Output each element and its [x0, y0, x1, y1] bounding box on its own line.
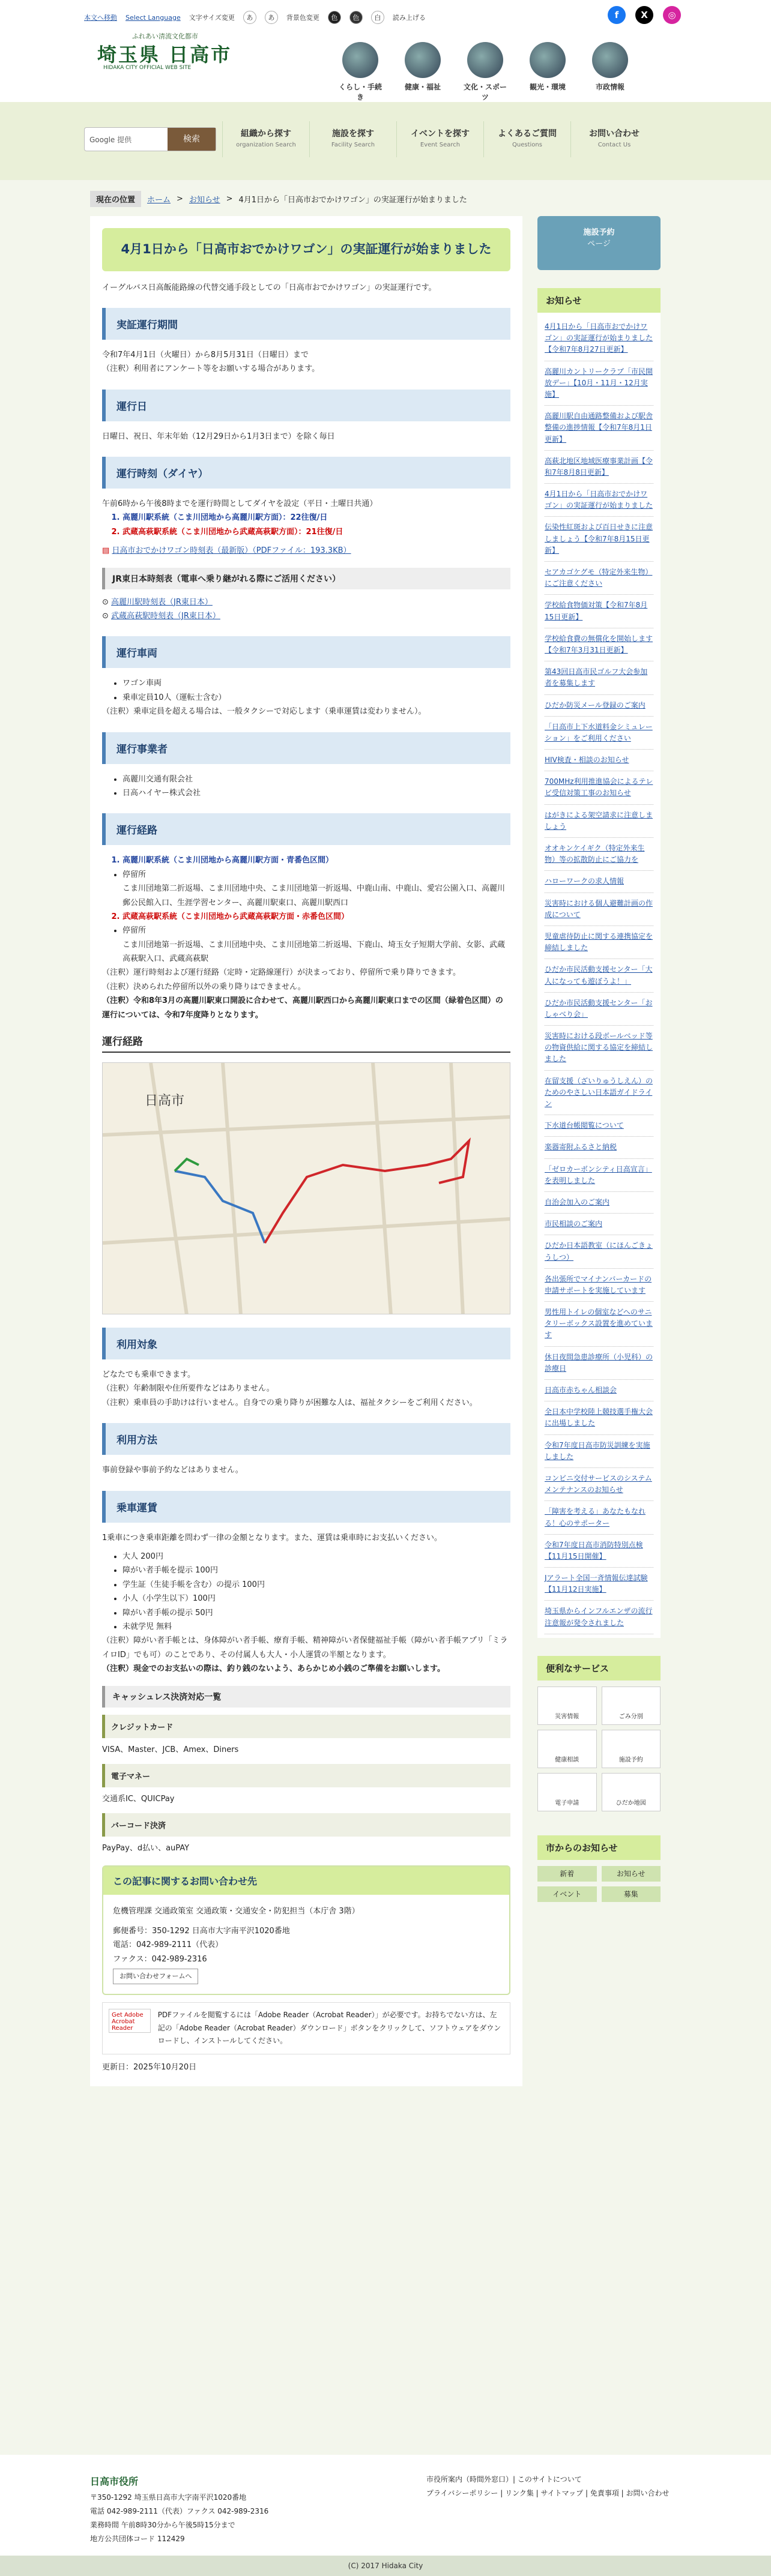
- news-item[interactable]: 高萩北地区地域医療事業計画【令和7年8月8日更新】: [545, 451, 653, 484]
- news-item[interactable]: 700MHz利用推進協会によるテレビ受信対策工事のお知らせ: [545, 771, 653, 804]
- news-item[interactable]: ハローワークの求人情報: [545, 871, 653, 892]
- pay-emoney: 電子マネー: [102, 1764, 510, 1787]
- fare-note-bold: （注釈）現金でのお支払いの際は、釣り銭のないよう、あらかじめ小銭のご準備をお願いします。: [102, 1664, 445, 1674]
- font-large-button[interactable]: あ: [265, 11, 278, 24]
- nav-faq[interactable]: よくあるご質問 Questions: [483, 121, 570, 157]
- operator-item: • 高麗川交通有限会社: [122, 772, 510, 786]
- pdf-icon: ▤: [102, 546, 112, 556]
- route-2: 2. 武蔵高萩駅系統（こま川団地から武蔵高萩駅方面・赤番色区間）: [122, 910, 510, 924]
- pay-barcode-value: PayPay、d払い、auPAY: [102, 1844, 190, 1853]
- skip-link[interactable]: 本文へ移動: [84, 14, 117, 22]
- service-tile[interactable]: 電子申請: [537, 1773, 597, 1811]
- footer-address: 〒350-1292 埼玉県日高市大字南平沢1020番地: [90, 2493, 247, 2502]
- adobe-download-button[interactable]: Get Adobe Acrobat Reader: [109, 2009, 151, 2033]
- user-note: （注釈）乗車員の手助けは行いません。自身での乗り降りが困難な人は、福祉タクシーをご利用ください。: [102, 1398, 477, 1407]
- stop-label: • 停留所: [122, 868, 510, 882]
- map-city-label: 日高市: [145, 1094, 185, 1109]
- external-link-icon: ⊙: [102, 597, 112, 607]
- news-item[interactable]: 楽器寄附ふるさと納税: [545, 1137, 653, 1158]
- notices-heading: 市からのお知らせ: [537, 1835, 661, 1860]
- updated-date: 更新日：2025年10月20日: [102, 2062, 197, 2072]
- footer-links[interactable]: プライバシーポリシー | リンク集 | サイトマップ | 免責事項 | お問い合わせ: [426, 2488, 670, 2497]
- heading-jr: JR東日本時刻表（電車へ乗り継がれる際にご活用ください）: [102, 568, 510, 589]
- news-item[interactable]: 市民相談のご案内: [545, 1214, 653, 1235]
- nav-facility[interactable]: 施設を探す Facility Search: [309, 121, 396, 157]
- copyright: (C) 2017 Hidaka City: [0, 2556, 771, 2576]
- tts-button[interactable]: 読み上げる: [392, 14, 426, 22]
- fare-item: • 学生証（生徒手帳を含む）の提示 100円: [122, 1578, 510, 1592]
- contact-address: 郵便番号：350-1292 日高市大字南平沢1020番地: [113, 1927, 290, 1936]
- news-item[interactable]: セアカゴケグモ（特定外来生物）にご注意ください: [545, 562, 653, 595]
- fare-note: （注釈）障がい者手帳とは、身体障がい者手帳、療育手帳、精神障がい者保健福祉手帳（障がい者手帳アプリ「ミライロID」でも可）のことであり、その付属人も大人・小人運賃の半額となります。: [102, 1636, 508, 1660]
- site-logo[interactable]: [90, 31, 270, 73]
- search-input[interactable]: Google 提供 検索: [84, 127, 216, 151]
- tag-event[interactable]: イベント: [537, 1886, 597, 1902]
- heading-schedule: 運行時刻（ダイヤ）: [102, 457, 510, 489]
- route-map: [102, 1062, 510, 1314]
- intro-text: イーグルバス日高飯能路線の代替交通手段としての「日高市おでかけワゴン」の実証運行です。: [102, 283, 437, 292]
- fare-item: • 障がい者手帳を提示 100円: [122, 1563, 510, 1577]
- map-heading: 運行経路: [102, 1033, 510, 1053]
- footer-tel: 電話 042-989-2111（代表）ファクス 042-989-2316: [90, 2507, 269, 2516]
- heading-how: 利用方法: [102, 1423, 510, 1455]
- facility-booking-banner[interactable]: 施設予約 ページ: [537, 216, 661, 270]
- news-item[interactable]: 「障害を考える」あなたもなれる！心のサポーター: [545, 1501, 653, 1534]
- heading-fare: 乗車運賃: [102, 1491, 510, 1523]
- footer-links[interactable]: 市役所案内（時間外窓口）| このサイトについて: [426, 2475, 582, 2484]
- bg-white-button[interactable]: 白: [371, 11, 384, 24]
- news-item[interactable]: 各出張所でマイナンバーカードの申請サポートを実施しています: [545, 1269, 653, 1302]
- period-note: （注釈）利用者にアンケート等をお願いする場合があります。: [102, 364, 320, 374]
- pay-credit: クレジットカード: [102, 1715, 510, 1738]
- news-item[interactable]: 休日夜間急患診療所（小児科）の診療日: [545, 1347, 653, 1380]
- operator-item: • 日高ハイヤー株式会社: [122, 786, 510, 800]
- news-item[interactable]: 埼玉県からインフルエンザの流行注意報が発令されました: [545, 1601, 653, 1634]
- vehicle-note: （注釈）乗車定員を超える場合は、一般タクシーで対応します（乗車運賃は変わりません）。: [102, 707, 426, 717]
- news-item[interactable]: ひだか市民活動支援センター「おしゃべり会」: [545, 993, 653, 1026]
- service-tile[interactable]: ひだか地図: [602, 1773, 661, 1811]
- tag-new[interactable]: 新着: [537, 1866, 597, 1882]
- service-tile[interactable]: 健康相談: [537, 1730, 597, 1768]
- news-item[interactable]: 全日本中学校陸上競技選手権大会に出場しました: [545, 1401, 653, 1434]
- news-item[interactable]: 令和7年度日高市消防特別点検【11月15日開催】: [545, 1535, 653, 1568]
- tag-recruit[interactable]: 募集: [602, 1886, 661, 1902]
- route1-stops: こま川団地第二折返場、こま川団地中央、こま川団地第一折返場、中鹿山南、中鹿山、愛宕公園入口、高麗川郵公民館入口、生涯学習センター、高麗川駅東口、高麗川駅西口: [122, 884, 506, 907]
- news-item[interactable]: ひだか日本語教室（にほんごきょうしつ）: [545, 1235, 653, 1268]
- contact-title: この記事に関するお問い合わせ先: [103, 1867, 509, 1895]
- language-select[interactable]: Select Language: [125, 13, 181, 22]
- sidebar: [537, 216, 661, 1908]
- breadcrumb-news[interactable]: お知らせ: [189, 196, 220, 205]
- gnav-culture[interactable]: 文化・スポーツ: [461, 42, 509, 102]
- vehicle-item: • ワゴン車両: [122, 676, 510, 690]
- contact-dept: 危機管理課 交通政策室 交通政策・交通安全・防犯担当（本庁舎 3階）: [113, 1906, 360, 1916]
- tourism-icon: [530, 42, 566, 78]
- news-item[interactable]: 日高市赤ちゃん相談会: [545, 1380, 653, 1401]
- facebook-icon[interactable]: f: [608, 6, 626, 24]
- jr-koma-link[interactable]: 高麗川駅時刻表（JR東日本）: [111, 597, 213, 607]
- search-button[interactable]: 検索: [168, 128, 216, 151]
- health-icon: [405, 42, 441, 78]
- utility-bar: [84, 11, 681, 24]
- news-item[interactable]: 「日高市上下水道料金シミュレーション」をご利用ください: [545, 717, 653, 750]
- page-title: 4月1日から「日高市おでかけワゴン」の実証運行が始まりました: [102, 228, 510, 271]
- heading-day: 運行日: [102, 390, 510, 421]
- news-list: [537, 313, 661, 1638]
- gnav-living[interactable]: くらし・手続き: [336, 42, 384, 102]
- adobe-note: PDFファイルを閲覧するには「Adobe Reader（Acrobat Reader）」が必要です。お持ちでない方は、左記の「Adobe Reader（Acrobat Reader）ダウンロード」ボタンをクリックして、ソフトウェアをダウンロードし、インストールしてください。: [157, 2011, 501, 2045]
- schedule-line-2: 2. 武蔵高萩駅系統（こま川団地から武蔵高萩駅方面）：21往復/日: [122, 525, 510, 539]
- news-item[interactable]: 学校給食物価対策【令和7年8月15日更新】: [545, 595, 653, 628]
- news-item[interactable]: 令和7年度日高市防災訓練を実施しました: [545, 1435, 653, 1468]
- footer-name: 日高市役所: [90, 2476, 139, 2487]
- gnav-city[interactable]: 市政情報: [586, 42, 634, 102]
- site-footer: [0, 2455, 771, 2576]
- contact-tel: 電話：042-989-2111（代表）: [113, 1940, 223, 1950]
- news-item[interactable]: オオキンケイギク（特定外来生物）等の拡散防止にご協力を: [545, 838, 653, 871]
- heading-user: 利用対象: [102, 1328, 510, 1359]
- news-item[interactable]: 学校給食費の無償化を開始します【令和7年3月31日更新】: [545, 628, 653, 661]
- bg-color-label: 背景色変更: [286, 14, 319, 22]
- site-header: [0, 0, 771, 102]
- day-text: 日曜日、祝日、年末年始（12月29日から1月3日まで）を除く毎日: [102, 432, 335, 441]
- vehicle-item: • 乗車定員10人（運転士含む）: [122, 691, 510, 705]
- logo-tagline: ふれあい清流文化都市: [132, 32, 198, 40]
- font-size-label: 文字サイズ変更: [189, 14, 235, 22]
- breadcrumb: 現在の位置 ホーム > お知らせ > 4月1日から「日高市おでかけワゴン」の実証運行が始まりました: [90, 191, 467, 207]
- route-note: （注釈）運行時刻および運行経路（定時・定路線運行）が決まっており、停留所で乗り降りできます。: [102, 968, 461, 978]
- route2-stops: こま川団地第一折返場、こま川団地中央、こま川団地第二折返場、下鹿山、埼玉女子短期大学前、女影、武蔵高萩駅入口、武蔵高萩駅: [122, 940, 506, 964]
- user-text: どなたでも乗車できます。: [102, 1370, 195, 1380]
- nav-event[interactable]: イベントを探す Event Search: [396, 121, 483, 157]
- news-item[interactable]: はがきによる架空請求に注意しましょう: [545, 805, 653, 838]
- culture-icon: [467, 42, 503, 78]
- gnav-health[interactable]: 健康・福祉: [399, 42, 447, 102]
- news-item[interactable]: 男性用トイレの個室などへのサニタリーボックス設置を進めています: [545, 1302, 653, 1347]
- heading-period: 実証運行期間: [102, 308, 510, 340]
- news-heading: お知らせ: [537, 288, 661, 313]
- nav-organization[interactable]: 組織から探す organization Search: [222, 121, 309, 157]
- schedule-intro: 午前6時から午後8時までを運行時間としてダイヤを設定（平日・土曜日共通）: [102, 499, 378, 509]
- logo-title: 埼玉県 日高市: [97, 43, 232, 66]
- fare-item: • 大人 200円: [122, 1550, 510, 1563]
- living-icon: [342, 42, 378, 78]
- footer-code: 地方公共団体コード 112429: [90, 2534, 185, 2543]
- city-icon: [592, 42, 628, 78]
- bg-black-button[interactable]: 色: [328, 11, 341, 24]
- news-item[interactable]: 第43回日高市民ゴルフ大会参加者を募集します: [545, 661, 653, 694]
- news-item[interactable]: 下水道台帳閲覧について: [545, 1115, 653, 1137]
- sns-links: [608, 6, 681, 24]
- services-heading: 便利なサービス: [537, 1656, 661, 1681]
- news-item[interactable]: ひだか防災メール登録のご案内: [545, 695, 653, 717]
- news-item[interactable]: 災害時における個人避難計画の作成について: [545, 893, 653, 926]
- news-item[interactable]: 自治会加入のご案内: [545, 1192, 653, 1214]
- font-small-button[interactable]: あ: [243, 11, 256, 24]
- heading-cashless: キャッシュレス決済対応一覧: [102, 1686, 510, 1708]
- service-tile[interactable]: 施設予約: [602, 1730, 661, 1768]
- how-text: 事前登録や事前予約などはありません。: [102, 1466, 243, 1475]
- bg-dark-button[interactable]: 色: [349, 11, 363, 24]
- route-map-svg: [103, 1063, 510, 1314]
- route-note-bold: （注釈）令和8年3月の高麗川駅東口開設に合わせて、高麗川駅西口から高麗川駅東口までの区間（緑着色区間）の運行については、令和7年度降りとなります。: [102, 996, 503, 1020]
- news-item[interactable]: 災害時における段ボールベッド等の物資供給に関する協定を締結しました: [545, 1026, 653, 1071]
- global-nav: [336, 42, 634, 102]
- fare-intro: 1乗車につき乗車距離を問わず一律の金額となります。また、運賃は乗車時にお支払いください。: [102, 1533, 442, 1542]
- service-tile[interactable]: 災害情報: [537, 1687, 597, 1725]
- x-icon[interactable]: X: [635, 6, 653, 24]
- news-item[interactable]: 在留支援（ざいりゅうしえん）のためのやさしい日本語ガイドライン: [545, 1071, 653, 1116]
- breadcrumb-home[interactable]: ホーム: [147, 196, 171, 205]
- news-item[interactable]: 児童虐待防止に関する連携協定を締結しました: [545, 926, 653, 959]
- news-item[interactable]: ひだか市民活動支援センター「大人になっても遊ぼうよ！」: [545, 959, 653, 992]
- pay-emoney-value: 交通系IC、QUICPay: [102, 1794, 175, 1804]
- schedule-line-1: 1. 高麗川駅系統（こま川団地から高麗川駅方面）：22往復/日: [122, 511, 510, 525]
- news-item[interactable]: 4月1日から「日高市おでかけワゴン」の実証運行が始まりました: [545, 484, 653, 517]
- fare-item: • 障がい者手帳の提示 50円: [122, 1606, 510, 1620]
- news-item[interactable]: HIV検査・相談のお知らせ: [545, 750, 653, 771]
- pay-credit-value: VISA、Master、JCB、Amex、Diners: [102, 1745, 239, 1754]
- news-item[interactable]: コンビニ交付サービスのシステムメンテナンスのお知らせ: [545, 1468, 653, 1501]
- user-note: （注釈）年齢制限や住所要件などはありません。: [102, 1384, 274, 1394]
- gnav-tourism[interactable]: 観光・環境: [524, 42, 572, 102]
- news-item[interactable]: 高麗川カントリークラブ「市民開放デー」【10月・11月・12月実施】: [545, 361, 653, 406]
- fare-item: • 未就学児 無料: [122, 1620, 510, 1634]
- fare-item: • 小人（小学生以下）100円: [122, 1592, 510, 1605]
- period-text: 令和7年4月1日（火曜日）から8月5月31日（日曜日）まで: [102, 350, 309, 360]
- breadcrumb-current: 4月1日から「日高市おでかけワゴン」の実証運行が始まりました: [238, 196, 467, 205]
- jr-takahagi-link[interactable]: 武蔵高萩駅時刻表（JR東日本）: [111, 612, 220, 621]
- nav-contact[interactable]: お問い合わせ Contact Us: [570, 121, 658, 157]
- route-note: （注釈）決められた停留所以外の乗り降りはできません。: [102, 982, 306, 992]
- footer-hours: 業務時間 午前8時30分から午後5時15分まで: [90, 2520, 235, 2529]
- news-item[interactable]: 高麗川駅自由通路整備および駅舎整備の進捗情報【令和7年8月1日更新】: [545, 406, 653, 451]
- external-link-icon: ⊙: [102, 612, 112, 621]
- pay-barcode: バーコード決済: [102, 1813, 510, 1837]
- news-item[interactable]: Jアラート全国一斉情報伝達試験【11月12日実施】: [545, 1568, 653, 1601]
- news-item[interactable]: 伝染性紅斑および百日せきに注意しましょう【令和7年8月15日更新】: [545, 517, 653, 562]
- news-item[interactable]: 「ゼロカーボンシティ日高宣言」を表明しました: [545, 1159, 653, 1192]
- sub-nav: [0, 102, 771, 180]
- logo-english: HIDAKA CITY OFFICIAL WEB SITE: [103, 65, 192, 71]
- main-content: [90, 216, 522, 2086]
- service-tile[interactable]: ごみ分別: [602, 1687, 661, 1725]
- news-item[interactable]: 4月1日から「日高市おでかけワゴン」の実証運行が始まりました【令和7年8月27日更新】: [545, 316, 653, 361]
- timetable-pdf-link[interactable]: 日高市おでかけワゴン時刻表（最新版）（PDFファイル：193.3KB）: [112, 546, 351, 556]
- contact-fax: ファクス：042-989-2316: [113, 1954, 207, 1964]
- heading-operator: 運行事業者: [102, 732, 510, 764]
- contact-box: [102, 1865, 510, 1995]
- stop-label: • 停留所: [122, 924, 510, 937]
- heading-route: 運行経路: [102, 813, 510, 845]
- adobe-notice: [102, 2002, 510, 2054]
- contact-form-button[interactable]: お問い合わせフォームへ: [113, 1969, 198, 1984]
- heading-vehicle: 運行車両: [102, 636, 510, 668]
- route-1: 1. 高麗川駅系統（こま川団地から高麗川駅方面・青番色区間）: [122, 853, 510, 867]
- tag-news[interactable]: お知らせ: [602, 1866, 661, 1882]
- instagram-icon[interactable]: ◎: [663, 6, 681, 24]
